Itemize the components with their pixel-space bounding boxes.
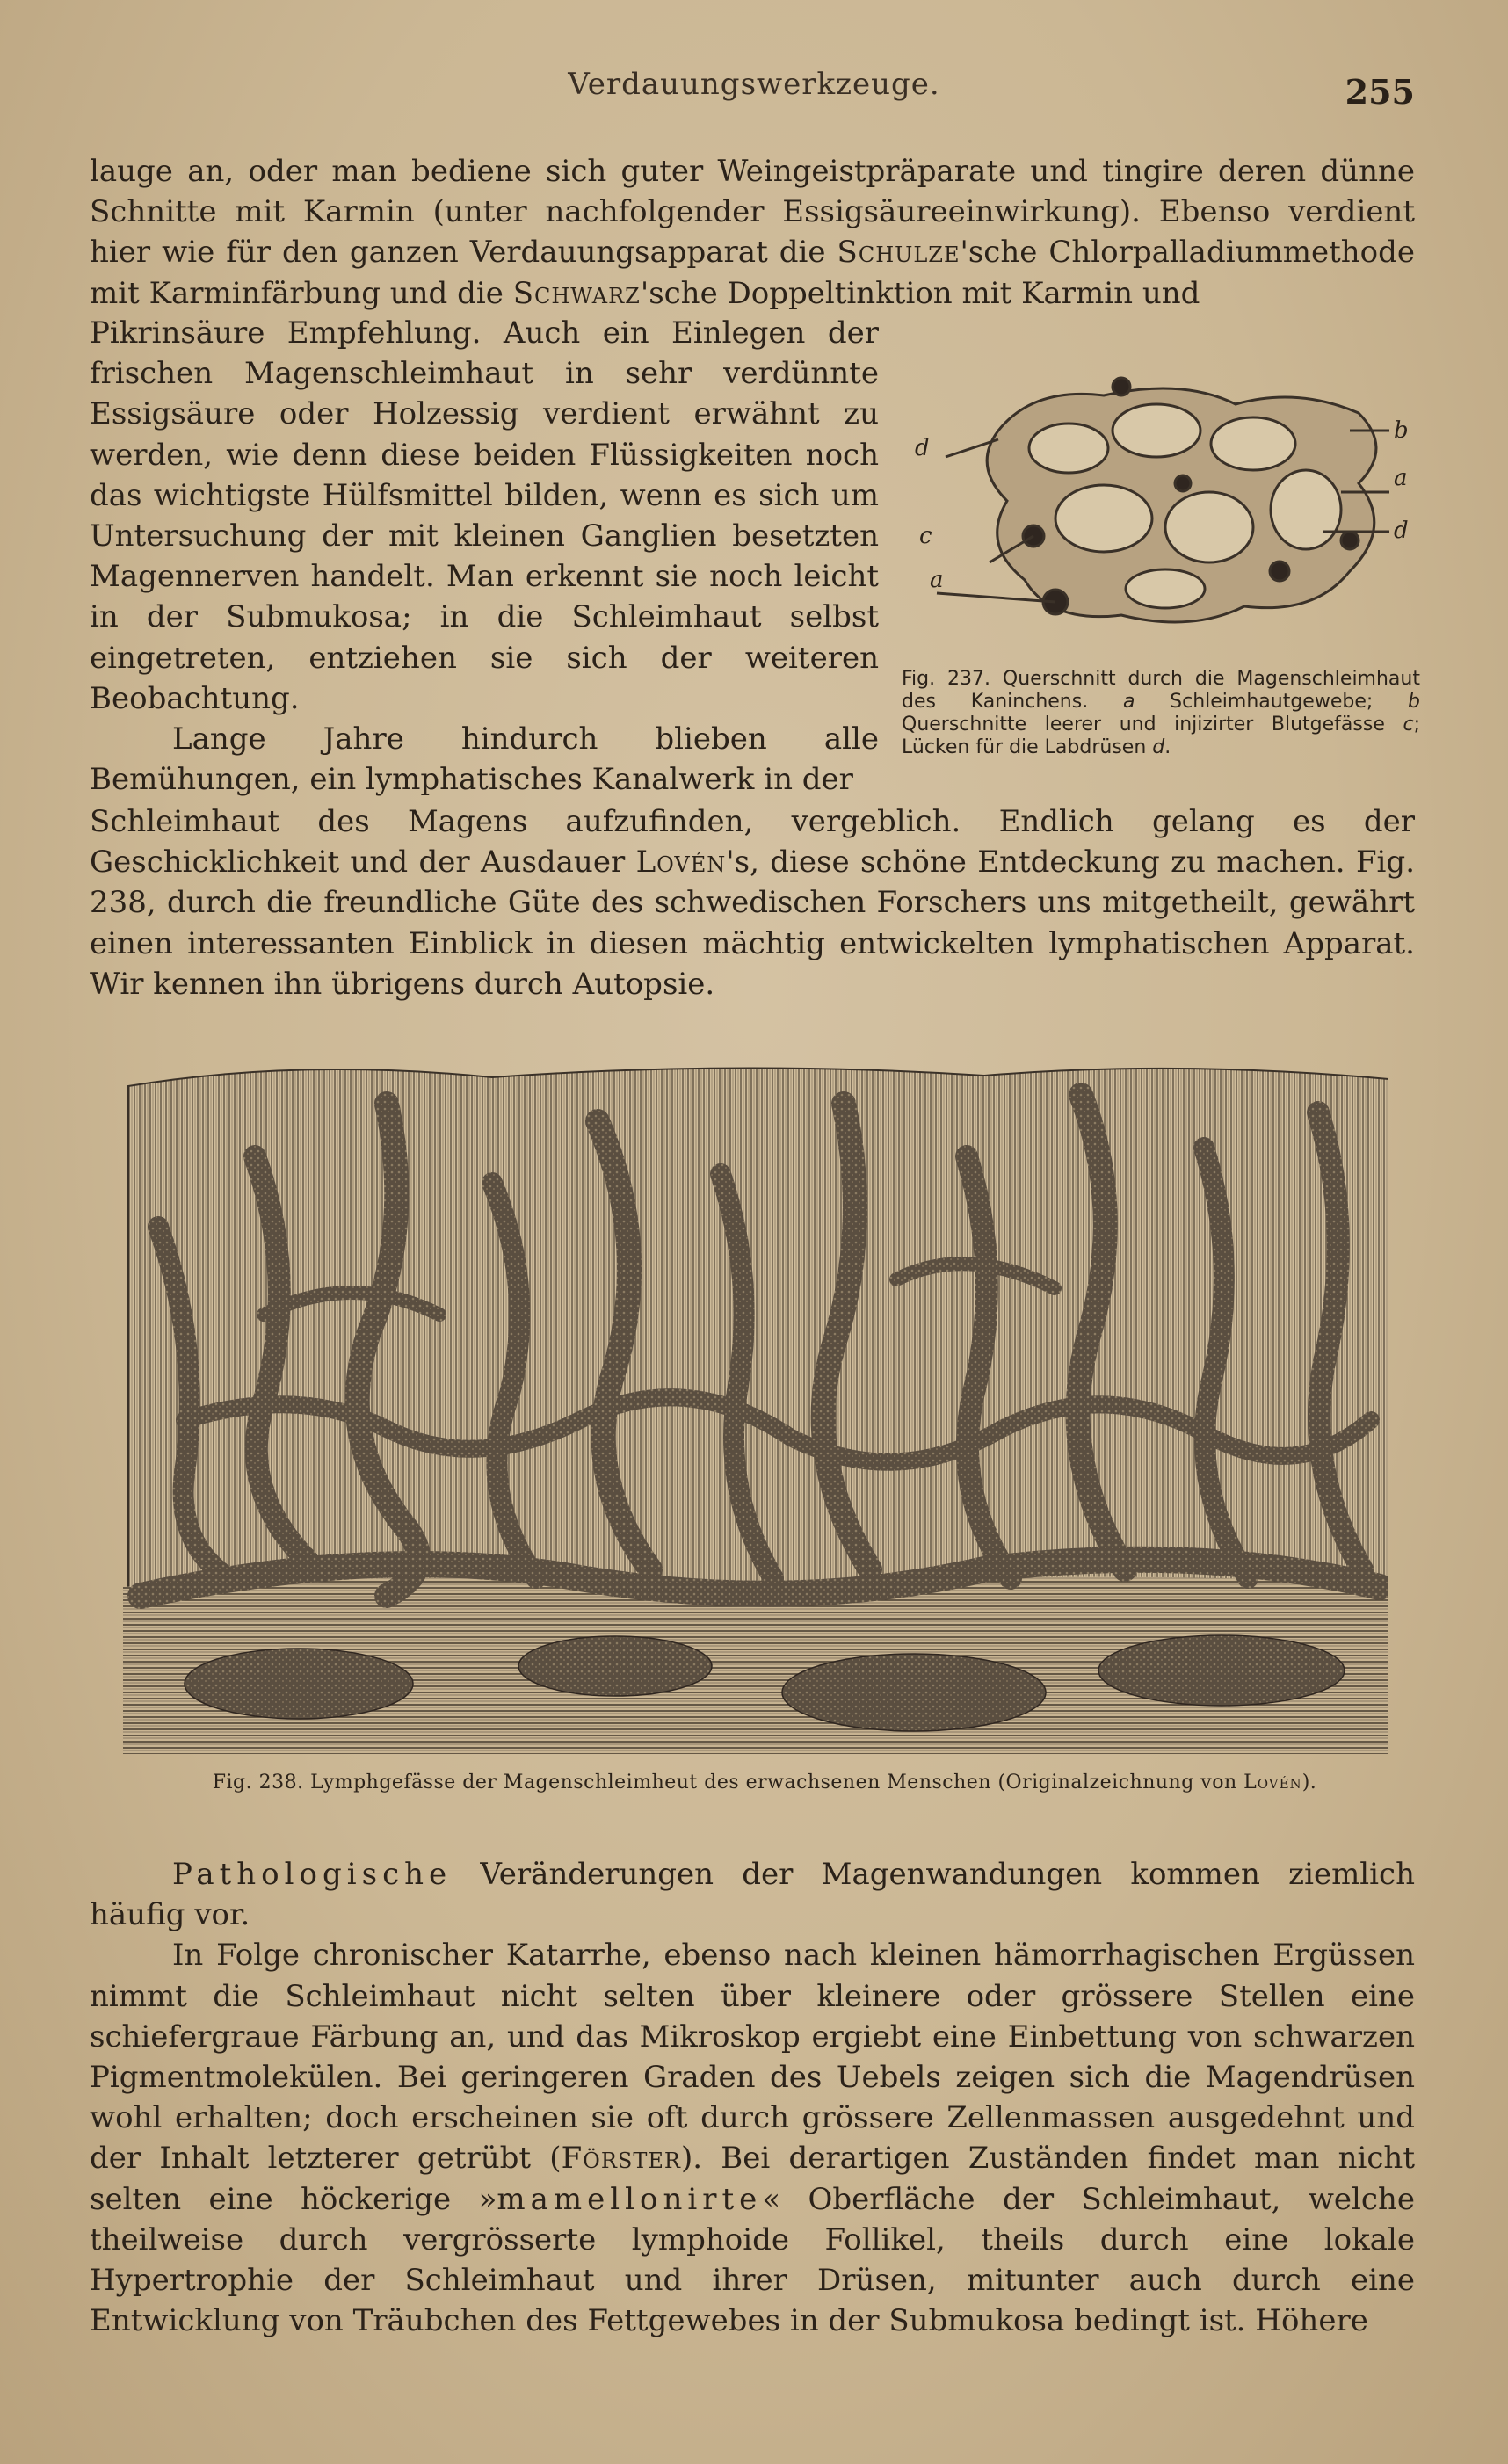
p1-text-2: 'sche Chlorpalladiummethode mit Karminfärbung und die (90, 235, 1415, 311)
figure-237-caption (902, 668, 1420, 759)
fig238-caption-lead: Fig. 238. (212, 1772, 304, 1794)
submucosa-vessel-3 (782, 1654, 1046, 1731)
vessel-6 (1113, 378, 1130, 395)
submucosa-vessel-4 (1098, 1635, 1345, 1706)
fig237-caption-text2: Schleimhautgewebe; (1135, 691, 1409, 713)
author-name-schwarz: Schwarz (512, 275, 641, 311)
gland-gap-6 (1271, 470, 1341, 549)
gland-gap-2 (1113, 404, 1200, 457)
p2-text: Pikrinsäure Empfehlung. Auch ein Einlegen der frischen Magenschleimhaut in sehr verdünnte Essigsäure oder Holzessig verdient erwähnt zu werden, wie denn diese beiden Flüssigkeiten noch das wichtigste Hülfsmittel bilden, wenn es sich um Untersuchung der mit kleinen Ganglien besetzten Magennerven handelt. Man erkennt sie noch leicht in der Submukosa; in die Schleimhaut selbst eingetreten, entziehen sie sich der weiteren Beobachtung. (90, 315, 879, 716)
paragraph-pathology (90, 1854, 1415, 2341)
gland-gap-3 (1211, 417, 1295, 470)
fig237-caption-a: a (1122, 691, 1135, 713)
p3-text-2: 's, diese schöne Entdeckung zu machen. Fig. 238, durch die freundliche Güte des schwedischen Forschers uns mitgetheilt, gewährt einen interessanten Einblick in diesen mächtig entwickelten lymphatischen Apparat. Wir kennen ihn übrigens durch Autopsie. (90, 844, 1415, 1002)
fig237-caption-lead: Fig. 237. (902, 668, 991, 690)
fig238-caption-name: Lovén (1243, 1772, 1302, 1794)
fig237-caption-text4: ; Lücken für die Labdrüsen (902, 714, 1420, 758)
gland-gap-7 (1126, 569, 1205, 608)
submucosa-vessel-2 (518, 1636, 712, 1696)
fig238-caption-text: Lymphgefässe der Magenschleimheut des erwachsenen Menschen (Originalzeichnung von (303, 1772, 1244, 1794)
fig237-caption-c: c (1403, 714, 1414, 736)
fig237-caption-text3: Querschnitte leerer und injizirter Blutgefässe (902, 714, 1403, 736)
author-name-foerster: Förster (561, 2141, 681, 2177)
p5-text-3: « Oberfläche der Schleimhaut, welche theilweise durch vergrösserte lymphoide Follikel, theils durch eine lokale Hypertrophie der Schleimhaut und ihrer Drüsen, mitunter auch durch eine Entwicklung von Träubchen des Fettgewebes in der Submukosa bedingt ist. Höhere (90, 2181, 1415, 2339)
figure-237-illustration (902, 351, 1420, 668)
fig237-caption-b: b (1408, 691, 1420, 713)
figure-238-illustration (123, 1051, 1388, 1754)
page-header (0, 67, 1508, 120)
figure-238-caption (132, 1772, 1397, 1794)
p3-text: Schleimhaut des Magens aufzufinden, vergeblich. Endlich gelang es der Geschicklichkeit und der Ausdauer (90, 804, 1415, 881)
figure-238 (123, 1051, 1388, 1815)
fig237-caption-text: Querschnitt durch die Magenschleimhaut des Kaninchens. (902, 668, 1420, 713)
vessel-4 (1270, 562, 1289, 581)
running-head: Verdauungswerkzeuge. (568, 67, 940, 102)
fig237-caption-d: d (1152, 736, 1165, 758)
paragraph-1 (90, 151, 1415, 314)
p2b-text: Lange Jahre hindurch blieben alle Bemühungen, ein lymphatisches Kanalwerk in der (90, 721, 879, 798)
figure-237 (902, 351, 1420, 773)
p1-text-3: 'sche Doppeltinktion mit Karmin und (640, 275, 1200, 311)
author-name-schulze: Schulze (837, 235, 961, 271)
label-a-right: a (1394, 465, 1408, 491)
p5-text: In Folge chronischer Katarrhe, ebenso nach kleinen hämorrhagischen Ergüssen nimmt die Schleimhaut nicht selten über kleinere oder grössere Stellen eine schiefergraue Färbung an, und das Mikroskop ergiebt eine Einbettung von schwarzen Pigmentmolekülen. Bei geringeren Graden des Uebels zeigen sich die Magendrüsen wohl erhalten; doch erscheinen sie oft durch grössere Zellenmassen ausgedehnt und der Inhalt letzterer getrübt ( (90, 1938, 1415, 2177)
p4-text: Veränderungen der Magenwandungen kommen ziemlich häufig vor. (90, 1857, 1415, 1933)
paragraph-3 (90, 801, 1415, 1004)
label-d-left: d (915, 435, 930, 461)
p5-spaced-word: mamellonirte (497, 2181, 763, 2217)
p1-text: lauge an, oder man bediene sich guter Weingeistpräparate und tingire deren dünne Schnitte mit Karmin (unter nachfolgender Essigsäureeinwirkung). Ebenso verdient hier wie für den ganzen Verdauungsapparat die (90, 154, 1415, 271)
fig238-caption-end: ). (1301, 1772, 1317, 1794)
vessel-3 (1175, 475, 1191, 491)
vessel-5 (1341, 532, 1359, 549)
gland-gap-1 (1029, 424, 1108, 473)
gland-gap-4 (1055, 485, 1152, 552)
gland-gap-5 (1165, 492, 1253, 562)
submucosa-vessel-1 (185, 1649, 413, 1719)
label-b: b (1394, 417, 1409, 444)
paragraph-2 (90, 313, 879, 800)
label-a-left: a (930, 567, 944, 593)
pathology-heading: Pathologische (172, 1857, 453, 1892)
fig237-caption-end: . (1164, 736, 1171, 758)
page-number: 255 (1345, 72, 1415, 112)
label-d-right: d (1394, 518, 1409, 544)
author-name-loven: Lovén (635, 844, 727, 881)
label-c-left: c (919, 523, 932, 549)
p5-text-2: ). Bei derartigen Zuständen findet man nicht selten eine höckerige » (90, 2141, 1415, 2217)
